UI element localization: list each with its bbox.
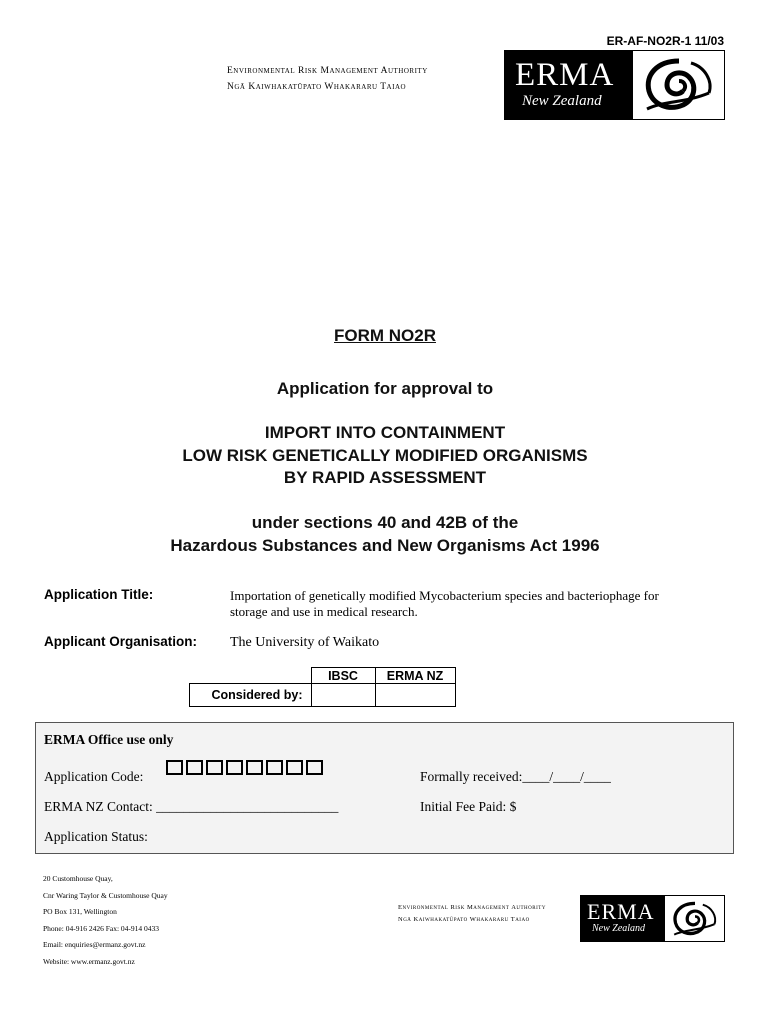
application-status-label: Application Status: <box>44 829 148 844</box>
initial-fee-field[interactable]: Initial Fee Paid: $ <box>420 799 517 814</box>
applicant-organisation-label: Applicant Organisation: <box>44 634 198 649</box>
form-code: ER-AF-NO2R-1 11/03 <box>606 34 724 48</box>
erma-nz-contact-field[interactable]: ERMA NZ Contact: ___________________________ <box>44 799 339 814</box>
code-box[interactable] <box>166 760 183 775</box>
application-code-boxes[interactable] <box>166 760 323 775</box>
import-line-2: LOW RISK GENETICALLY MODIFIED ORGANISMS <box>182 446 588 465</box>
koru-icon <box>633 51 724 119</box>
code-box[interactable] <box>186 760 203 775</box>
office-use-heading: ERMA Office use only <box>44 732 174 747</box>
import-line-3: BY RAPID ASSESSMENT <box>283 468 487 487</box>
erma-logo-footer <box>580 895 725 942</box>
application-title-line-1: Importation of genetically modified Mycobacterium species and bacteriophage for <box>230 588 659 603</box>
code-box[interactable] <box>206 760 223 775</box>
code-box[interactable] <box>226 760 243 775</box>
application-for-heading: Application for approval to <box>276 379 494 398</box>
authority-line-2: Ngā Kaiwhakatūpato Whakararu Taiao <box>398 916 530 923</box>
code-box[interactable] <box>266 760 283 775</box>
ibsc-cell[interactable] <box>311 684 375 707</box>
application-title-value <box>230 588 730 620</box>
erma-logo-header <box>504 50 725 120</box>
import-line-1: IMPORT INTO CONTAINMENT <box>264 423 506 442</box>
erma-nz-header: ERMA NZ <box>375 668 455 684</box>
formally-received-field[interactable]: Formally received:____/____/____ <box>420 769 611 784</box>
address-line: Cnr Waring Taylor & Customhouse Quay <box>43 890 168 900</box>
logo-subtitle: New Zealand <box>592 923 646 934</box>
code-box[interactable] <box>286 760 303 775</box>
footer-address <box>43 871 168 970</box>
ibsc-header: IBSC <box>311 668 375 684</box>
considered-by-label: Considered by: <box>190 684 312 707</box>
considered-by-table <box>189 667 456 707</box>
erma-nz-cell[interactable] <box>375 684 455 707</box>
authority-name-footer <box>398 902 546 926</box>
blank-cell <box>190 668 312 684</box>
application-code-label: Application Code: <box>44 769 144 784</box>
address-line: PO Box 131, Wellington <box>43 907 117 916</box>
website-line: Website: www.ermanz.govt.nz <box>43 956 135 966</box>
authority-line-1: Environmental Risk Management Authority <box>398 904 546 911</box>
address-line: 20 Customhouse Quay, <box>43 874 113 883</box>
email-line: Email: enquiries@ermanz.govt.nz <box>43 940 146 949</box>
code-box[interactable] <box>306 760 323 775</box>
authority-line-2: Ngā Kaiwhakatūpato Whakararu Taiao <box>227 82 407 92</box>
logo-word: ERMA <box>587 899 655 924</box>
authority-name-header <box>227 63 428 95</box>
logo-word: ERMA <box>515 57 615 93</box>
applicant-organisation-value: The University of Waikato <box>230 635 380 650</box>
form-title: FORM NO2R <box>334 326 436 345</box>
under-line-1: under sections 40 and 42B of the <box>251 513 519 532</box>
logo-subtitle: New Zealand <box>522 93 602 109</box>
koru-icon <box>665 896 724 941</box>
code-box[interactable] <box>246 760 263 775</box>
office-use-panel <box>35 722 734 854</box>
authority-line-1: Environmental Risk Management Authority <box>227 66 428 76</box>
phone-fax-line: Phone: 04-916 2426 Fax: 04-914 0433 <box>43 923 160 933</box>
under-line-2: Hazardous Substances and New Organisms Act 1996 <box>170 536 600 555</box>
application-title-label: Application Title: <box>44 587 154 602</box>
application-title-line-2: storage and use in medical research. <box>230 604 418 619</box>
